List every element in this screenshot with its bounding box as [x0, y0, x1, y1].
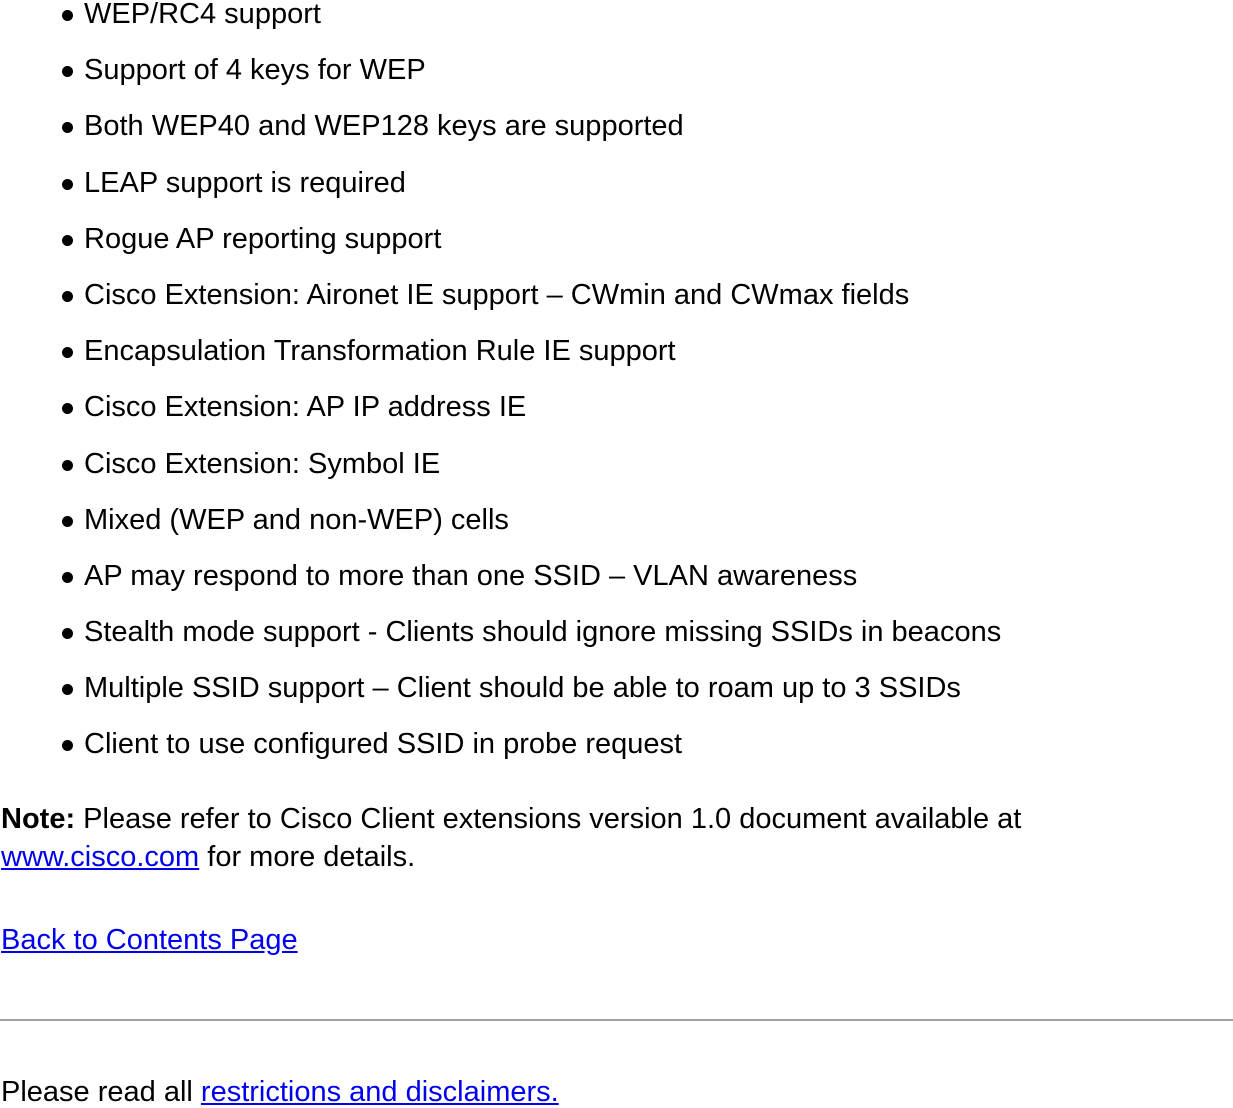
list-item-text: WEP/RC4 support: [84, 0, 321, 30]
footer: [1, 1072, 559, 1108]
bullet-icon: [62, 291, 73, 302]
bullet-icon: [62, 10, 73, 21]
back-to-contents-link[interactable]: Back to Contents Page: [1, 924, 298, 956]
bullet-icon: [62, 740, 73, 751]
list-item-text: Cisco Extension: Symbol IE: [84, 447, 441, 480]
cisco-link[interactable]: www.cisco.com: [1, 841, 200, 873]
list-item: [0, 50, 1001, 106]
note-label: Note:: [1, 803, 76, 835]
list-item-text: Cisco Extension: AP IP address IE: [84, 391, 527, 424]
bullet-icon: [62, 66, 73, 77]
bullet-icon: [62, 628, 73, 639]
list-item-text: Cisco Extension: Aironet IE support – CWmin and CWmax fields: [84, 278, 910, 311]
bullet-icon: [62, 572, 73, 583]
bullet-icon: [62, 122, 73, 133]
list-item-text: Rogue AP reporting support: [84, 222, 442, 255]
bullet-icon: [62, 516, 73, 527]
list-item: [0, 500, 1001, 556]
note-text: Please refer to Cisco Client extensions version 1.0 document available at: [75, 803, 1022, 835]
list-item: [0, 612, 1001, 668]
bullet-icon: [62, 684, 73, 695]
list-item: [0, 0, 1001, 50]
disclaimers-link[interactable]: restrictions and disclaimers.: [200, 1076, 559, 1108]
list-item-text: LEAP support is required: [84, 166, 406, 199]
list-item: [0, 163, 1001, 219]
footer-text: Please read all: [1, 1076, 201, 1108]
bullet-icon: [62, 347, 73, 358]
bullet-icon: [62, 235, 73, 246]
bullet-icon: [62, 460, 73, 471]
divider: [0, 1019, 1233, 1021]
list-item-text: Client to use configured SSID in probe request: [84, 728, 683, 761]
list-item: [0, 556, 1001, 612]
note-suffix: for more details.: [199, 841, 416, 873]
list-item-text: Support of 4 keys for WEP: [84, 54, 426, 87]
list-item-text: Encapsulation Transformation Rule IE support: [84, 335, 676, 368]
list-item: [0, 106, 1001, 162]
list-item: [0, 387, 1001, 443]
list-item: [0, 444, 1001, 500]
list-item: [0, 724, 1001, 780]
list-item: [0, 275, 1001, 331]
list-item: [0, 331, 1001, 387]
bullet-icon: [62, 179, 73, 190]
list-item-text: Mixed (WEP and non-WEP) cells: [84, 503, 509, 536]
note-paragraph: [1, 800, 1201, 876]
list-item-text: Stealth mode support - Clients should ignore missing SSIDs in beacons: [84, 616, 1002, 649]
list-item: [0, 219, 1001, 275]
list-item-text: AP may respond to more than one SSID – VLAN awareness: [84, 559, 858, 592]
list-item-text: Both WEP40 and WEP128 keys are supported: [84, 110, 684, 143]
list-item: [0, 668, 1001, 724]
bullet-icon: [62, 403, 73, 414]
list-item-text: Multiple SSID support – Client should be able to roam up to 3 SSIDs: [84, 672, 961, 705]
